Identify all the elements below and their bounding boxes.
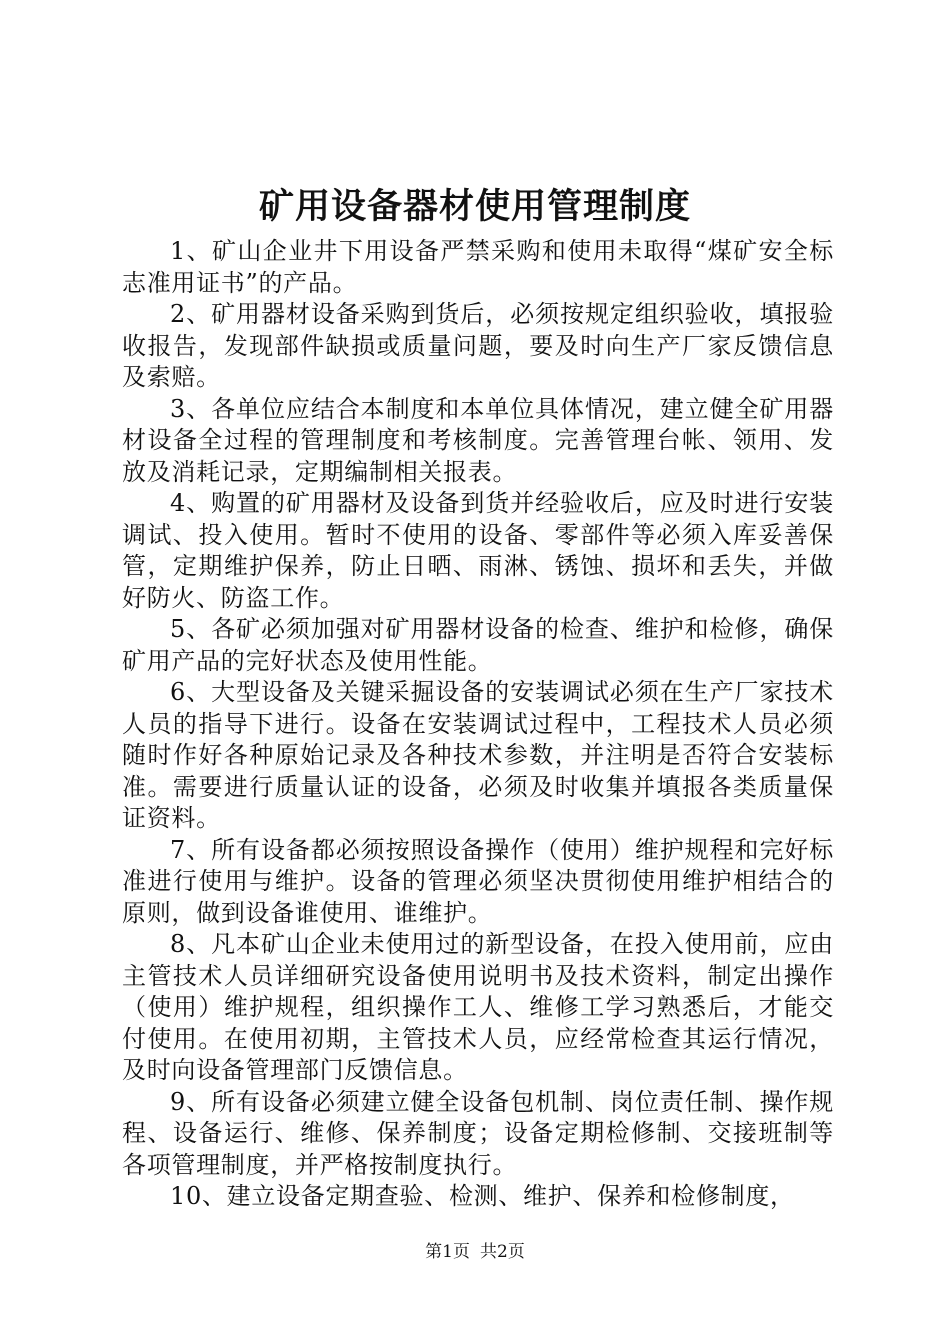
paragraph-10: 10、建立设备定期查验、检测、维护、保养和检修制度， <box>170 1182 795 1210</box>
page-number: 第1页 <box>425 1242 470 1262</box>
paragraph-3: 3、各单位应结合本制度和本单位具体情况，建立健全矿用器材设备全过程的管理制度和考核制度。完善管理台帐、领用、发放及消耗记录，定期编制相关报表。 <box>122 394 834 486</box>
paragraph-8: 8、凡本矿山企业未使用过的新型设备，在投入使用前，应由主管技术人员详细研究设备使用说明书及技术资料，制定出操作（使用）维护规程，组织操作工人、维修工学习熟悉后，才能交付使用。在使用初期，主管技术人员，应经常检查其运行情况，及时向设备管理部门反馈信息。 <box>122 930 834 1084</box>
document-body <box>122 236 834 1213</box>
paragraph-1: 1、矿山企业井下用设备严禁采购和使用未取得“煤矿安全标志准用证书”的产品。 <box>122 237 834 297</box>
paragraph-9: 9、所有设备必须建立健全设备包机制、岗位责任制、操作规程、设备运行、维修、保养制度；设备定期检修制、交接班制等各项管理制度，并严格按制度执行。 <box>122 1087 834 1179</box>
document-title: 矿用设备器材使用管理制度 <box>258 186 691 227</box>
paragraph-7: 7、所有设备都必须按照设备操作（使用）维护规程和完好标准进行使用与维护。设备的管理必须坚决贯彻使用维护相结合的原则，做到设备谁使用、谁维护。 <box>122 835 834 927</box>
paragraph-2: 2、矿用器材设备采购到货后，必须按规定组织验收，填报验收报告，发现部件缺损或质量问题，要及时向生产厂家反馈信息及索赔。 <box>122 300 834 391</box>
paragraph-5: 5、各矿必须加强对矿用器材设备的检查、维护和检修，确保矿用产品的完好状态及使用性能。 <box>122 615 834 675</box>
paragraph-4: 4、购置的矿用器材及设备到货并经验收后，应及时进行安装调试、投入使用。暂时不使用的设备、零部件等必须入库妥善保管，定期维护保养，防止日晒、雨淋、锈蚀、损坏和丢失，并做好防火、防盗工作。 <box>122 489 834 612</box>
page-total: 共2页 <box>480 1242 525 1262</box>
paragraph-6: 6、大型设备及关键采掘设备的安装调试必须在生产厂家技术人员的指导下进行。设备在安装调试过程中，工程技术人员必须随时作好各种原始记录及各种技术参数，并注明是否符合安装标准。需要进行质量认证的设备，必须及时收集并填报各类质量保证资料。 <box>122 678 834 832</box>
page-footer <box>0 1240 950 1264</box>
